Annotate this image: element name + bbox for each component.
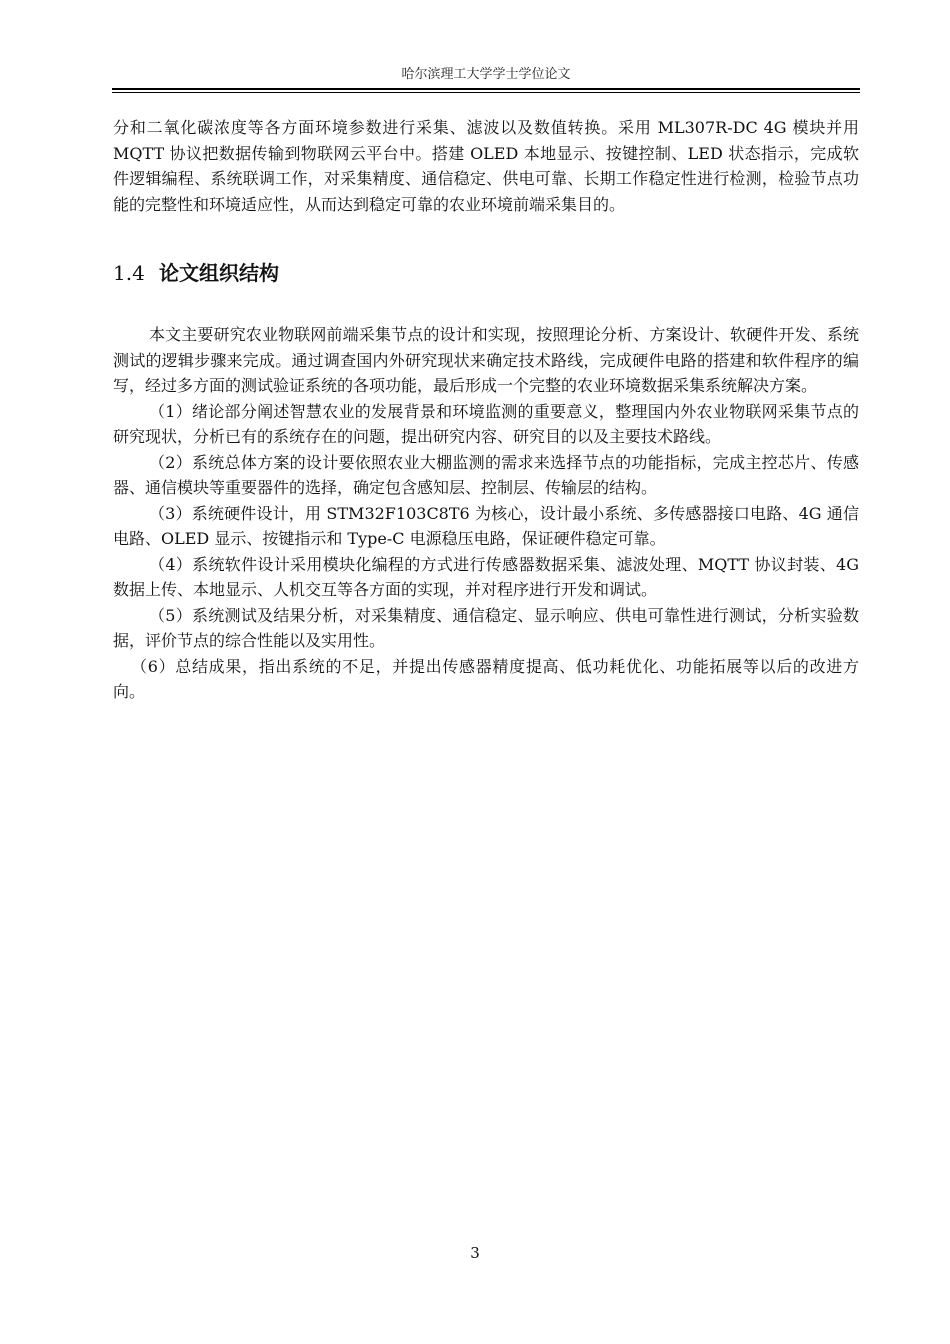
header-rule-thin [112, 92, 860, 93]
paragraph-item-2: （2）系统总体方案的设计要依照农业大棚监测的需求来选择节点的功能指标，完成主控芯片、传感器、通信模块等重要器件的选择，确定包含感知层、控制层、传输层的结构。 [113, 452, 859, 497]
paragraph-item-6: （6）总结成果，指出系统的不足，并提出传感器精度提高、低功耗优化、功能拓展等以后的改进方向。 [113, 656, 859, 701]
running-header: 哈尔滨理工大学学士学位论文 [401, 67, 571, 82]
paragraph-item-4: （4）系统软件设计采用模块化编程的方式进行传感器数据采集、滤波处理、MQTT 协议封装、4G 数据上传、本地显示、人机交互等各方面的实现，并对程序进行开发和调试。 [113, 554, 859, 599]
section-heading [113, 258, 279, 288]
body-block [113, 322, 859, 705]
header-rule-thick [112, 88, 860, 90]
paragraph-item-1: （1）绪论部分阐述智慧农业的发展背景和环境监测的重要意义，整理国内外农业物联网采集节点的研究现状，分析已有的系统存在的问题，提出研究内容、研究目的以及主要技术路线。 [113, 401, 859, 446]
intro-paragraph: 分和二氧化碳浓度等各方面环境参数进行采集、滤波以及数值转换。采用 ML307R-DC 4G 模块并用 MQTT 协议把数据传输到物联网云平台中。搭建 OLED 本地显示、按键控制、LED 状态指示，完成软件逻辑编程、系统联调工作，对采集精度、通信稳定、供电可靠、长期工作稳定性进行检测，检验节点功能的完整性和环境适应性，从而达到稳定可靠的农业环境前端采集目的。 [113, 118, 859, 214]
section-title-text: 论文组织结构 [159, 261, 279, 285]
page-number: 3 [470, 1244, 480, 1262]
paragraph-item-5: （5）系统测试及结果分析，对采集精度、通信稳定、显示响应、供电可靠性进行测试，分析实验数据，评价节点的综合性能以及实用性。 [113, 605, 859, 650]
intro-block [113, 115, 859, 217]
section-number: 1.4 [113, 261, 145, 285]
paragraph-item-3: （3）系统硬件设计，用 STM32F103C8T6 为核心，设计最小系统、多传感器接口电路、4G 通信电路、OLED 显示、按键指示和 Type-C 电源稳压电路，保证硬件稳定可靠。 [113, 503, 859, 548]
paragraph-overview: 本文主要研究农业物联网前端采集节点的设计和实现，按照理论分析、方案设计、软硬件开发、系统测试的逻辑步骤来完成。通过调查国内外研究现状来确定技术路线，完成硬件电路的搭建和软件程序的编写，经过多方面的测试验证系统的各项功能，最后形成一个完整的农业环境数据采集系统解决方案。 [113, 325, 859, 395]
